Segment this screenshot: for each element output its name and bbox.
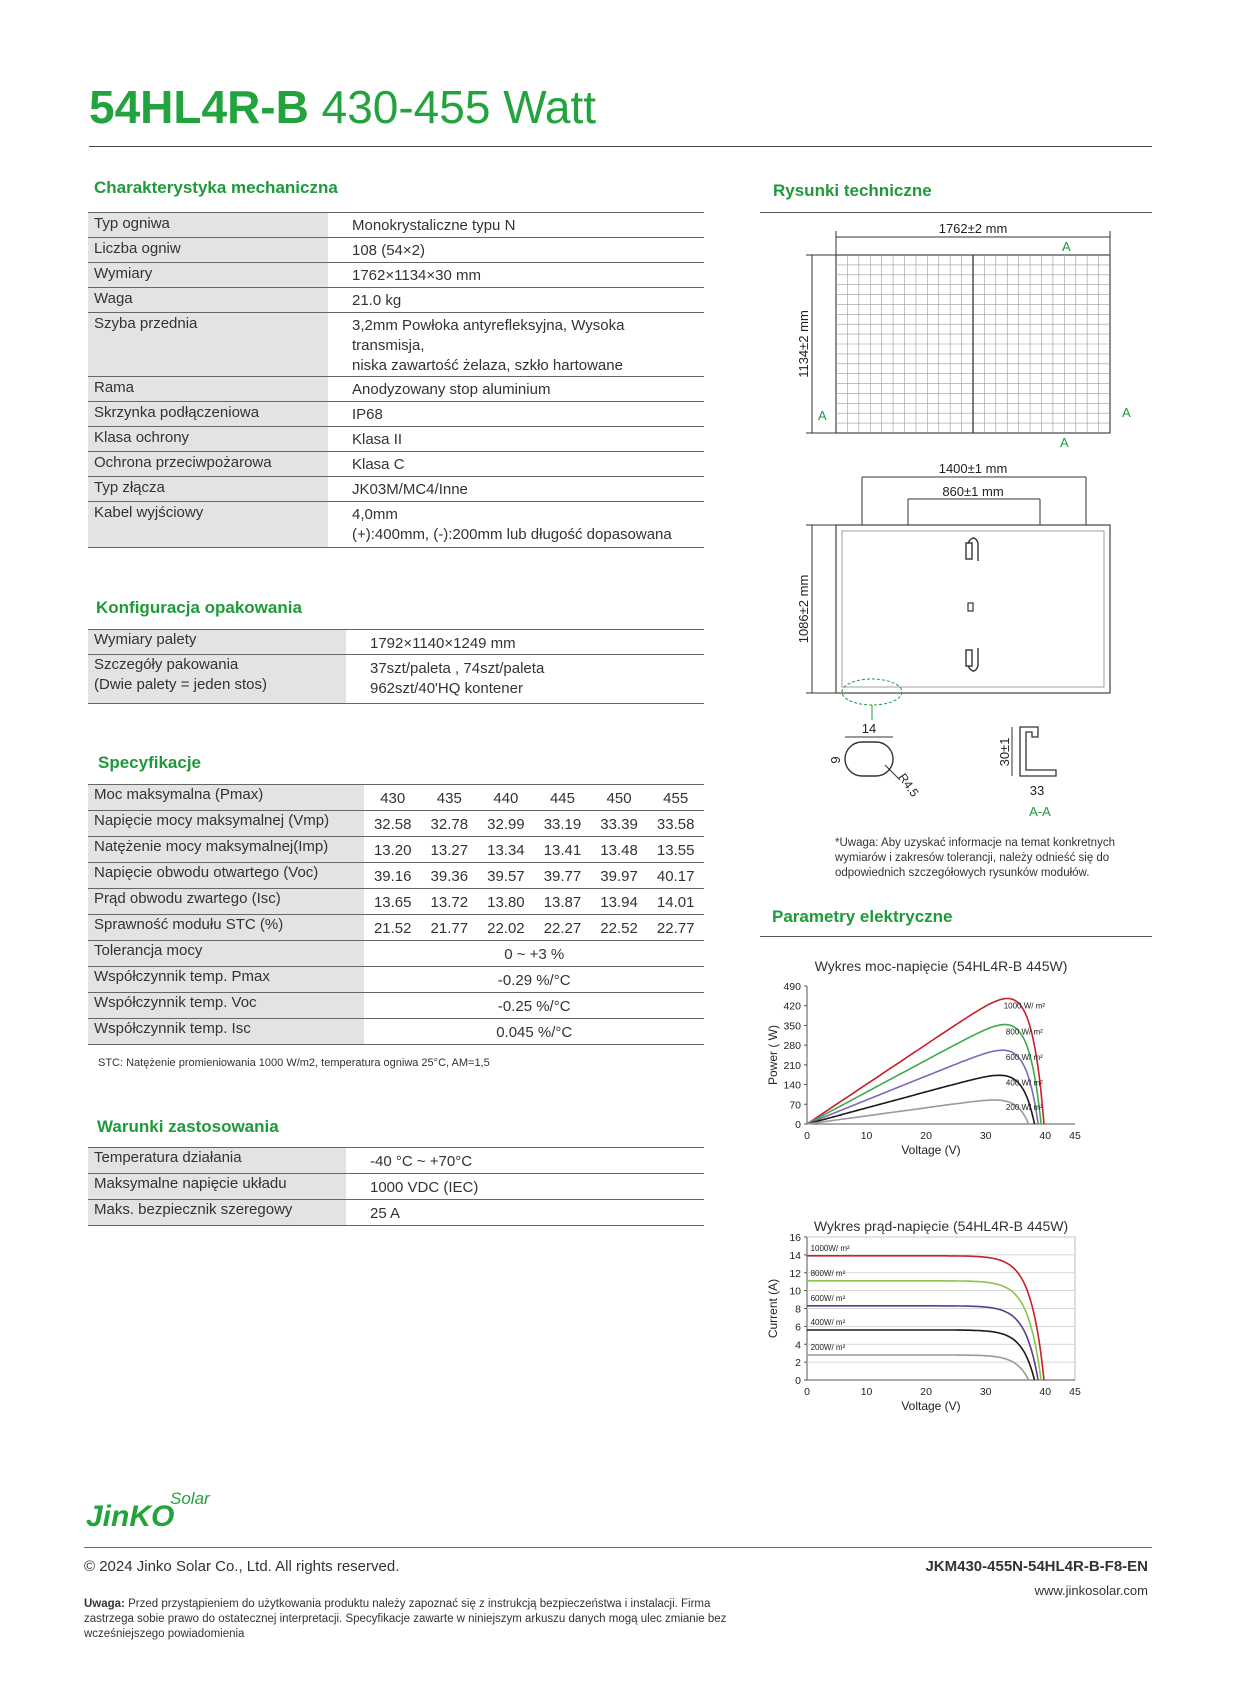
mount-hole-detail: [828, 721, 922, 800]
conditions-row: [88, 1174, 704, 1200]
spec-value: 13.55: [656, 842, 695, 859]
drawings-note-line-2: wymiarów i zakresów tolerancji, należy odnieść się do: [835, 852, 1110, 864]
x-tick-label: 10: [860, 1386, 873, 1398]
y-tick-label: 0: [795, 1119, 801, 1131]
y-tick-label: 6: [795, 1321, 801, 1334]
spec-value: 39.16: [373, 868, 412, 885]
spec-value: 445: [549, 790, 575, 807]
spec-value: 13.41: [543, 842, 582, 859]
panel-front-view: [796, 221, 1131, 450]
x-tick-label: 40: [1039, 1130, 1052, 1142]
y-tick-label: 10: [789, 1285, 801, 1298]
detail-14-label: 14: [861, 721, 877, 736]
spec-value: 39.77: [543, 868, 582, 885]
spec-value: 39.97: [600, 868, 638, 885]
y-tick-label: 16: [789, 1232, 801, 1244]
spec-value: 33.58: [656, 816, 695, 833]
spec-value: 13.94: [600, 894, 638, 911]
current-voltage-chart: [760, 1215, 1160, 1460]
spec-value: 450: [606, 790, 632, 807]
mechanical-row: [88, 427, 704, 452]
mechanical-row: [88, 238, 704, 263]
y-tick-label: 0: [795, 1375, 801, 1387]
electrical-heading: Parametry elektryczne: [772, 907, 953, 926]
mechanical-label: Skrzynka podłączeniowa: [88, 402, 328, 427]
mechanical-row: [88, 502, 704, 548]
drawings-heading: Rysunki techniczne: [773, 181, 932, 200]
mechanical-row: [88, 402, 704, 427]
spec-value: 14.01: [656, 894, 695, 911]
spec-value: -0.25 %/°C: [497, 998, 571, 1015]
mechanical-row: [88, 477, 704, 502]
warning-label: Uwaga:: [84, 1598, 125, 1610]
packaging-label-line-1: Szczegóły pakowania: [94, 656, 239, 673]
mechanical-label: Liczba ogniw: [88, 238, 328, 263]
spec-row: [88, 889, 704, 915]
y-tick-label: 280: [783, 1040, 801, 1053]
conditions-value: 25 A: [370, 1205, 401, 1222]
spec-value: 440: [493, 790, 519, 807]
section-a-bottom: A: [1060, 435, 1069, 450]
spec-label: Współczynnik temp. Pmax: [88, 967, 364, 993]
spec-label: Moc maksymalna (Pmax): [88, 785, 364, 811]
power-voltage-chart: [760, 955, 1160, 1205]
dim-860-label: 860±1 mm: [942, 484, 1004, 499]
conditions-row: [88, 1148, 704, 1174]
spec-span-row: [88, 967, 704, 993]
spec-value: 0.045 %/°C: [496, 1024, 573, 1041]
spec-value: 39.36: [430, 868, 469, 885]
spec-label: Napięcie mocy maksymalnej (Vmp): [88, 811, 364, 837]
document-code: JKM430-455N-54HL4R-B-F8-EN: [925, 1558, 1148, 1575]
y-tick-label: 8: [795, 1303, 801, 1316]
spec-value: 13.20: [373, 842, 412, 859]
series-line: [807, 1355, 1029, 1380]
spec-value: 32.58: [373, 816, 412, 833]
mechanical-row: [88, 452, 704, 477]
spec-value: 22.52: [600, 920, 638, 937]
x-tick-label: 0: [804, 1130, 810, 1142]
packaging-table: [88, 629, 704, 704]
dim-width-label: 1762±2 mm: [938, 221, 1008, 236]
conditions-label: Temperatura działania: [88, 1148, 346, 1174]
packaging-heading: Konfiguracja opakowania: [96, 598, 302, 617]
mechanical-value: [328, 313, 704, 377]
section-a-left: A: [818, 408, 827, 423]
spec-value: 13.34: [487, 842, 525, 859]
y-tick-label: 14: [789, 1249, 801, 1262]
frame-section-detail: [997, 727, 1056, 819]
drawings-divider: [760, 212, 1152, 213]
spec-value: 430: [380, 790, 406, 807]
copyright: © 2024 Jinko Solar Co., Ltd. All rights reserved.: [84, 1558, 400, 1575]
packaging-value-line-1: 37szt/paleta , 74szt/paleta: [370, 660, 545, 677]
spec-value: 13.65: [373, 894, 412, 911]
chart-title: Wykres moc-napięcie (54HL4R-B 445W): [814, 958, 1068, 974]
mechanical-value: Klasa II: [352, 431, 403, 448]
mechanical-label: Ochrona przeciwpożarowa: [88, 452, 328, 477]
mechanical-label: Klasa ochrony: [88, 427, 328, 452]
spec-value: 13.72: [430, 894, 469, 911]
conditions-value: -40 °C ~ +70°C: [370, 1153, 473, 1170]
spec-value: 0 ~ +3 %: [504, 946, 565, 963]
series-label: 800W/ m²: [810, 1268, 846, 1278]
mechanical-value-line-1: 4,0mm: [352, 506, 398, 523]
footer-divider: [84, 1547, 1152, 1548]
conditions-label: Maks. bezpiecznik szeregowy: [88, 1200, 346, 1226]
y-tick-label: 420: [783, 1000, 801, 1013]
y-axis-label: Current (A): [766, 1278, 780, 1339]
spec-value: 40.17: [656, 868, 695, 885]
mechanical-label: Wymiary: [88, 263, 328, 288]
mechanical-label: Szyba przednia: [88, 313, 328, 377]
spec-value: 13.87: [543, 894, 582, 911]
spec-label: Tolerancja mocy: [88, 941, 364, 967]
spec-span-row: [88, 993, 704, 1019]
mechanical-label: Typ ogniwa: [88, 213, 328, 238]
y-tick-label: 70: [789, 1099, 801, 1112]
warning-text: Przed przystąpieniem do użytkowania produktu należy zapoznać się z instrukcją bezpieczeństwa i instalacji. Firma zastrzega sobie prawo do ostatecznej interpretacji. Specyfikacje zawarte w niniejszym arkuszu danych mogą ulec zmianie bez wcześniejszego powiadomienia: [84, 1598, 727, 1640]
mechanical-value-line-1: 3,2mm Powłoka antyrefleksyjna, Wysoka transmisja,: [352, 317, 625, 354]
jinko-logo: [84, 1484, 234, 1534]
dim-1086-label: 1086±2 mm: [796, 574, 811, 644]
footer-warning: [84, 1597, 744, 1642]
x-tick-label: 30: [979, 1386, 992, 1398]
y-tick-label: 210: [783, 1059, 801, 1072]
spec-row: [88, 785, 704, 811]
mechanical-value-line-2: niska zawartość żelaza, szkło hartowane: [352, 357, 623, 374]
series-label: 800 W/ m²: [1005, 1027, 1043, 1037]
packaging-label: [88, 655, 346, 704]
y-tick-label: 140: [783, 1079, 801, 1092]
spec-label: Napięcie obwodu otwartego (Voc): [88, 863, 364, 889]
series-line: [807, 1100, 1029, 1124]
spec-span-row: [88, 941, 704, 967]
x-tick-label: 30: [979, 1130, 992, 1142]
spec-value: 21.77: [430, 920, 469, 937]
spec-row: [88, 811, 704, 837]
packaging-label: Wymiary palety: [88, 630, 346, 655]
mechanical-row: [88, 377, 704, 402]
conditions-table: [88, 1147, 704, 1226]
section-aa-label: A-A: [1029, 804, 1051, 819]
spec-value: 32.99: [487, 816, 525, 833]
series-label: 1000W/ m²: [810, 1243, 850, 1253]
packaging-label-line-2: (Dwie palety = jeden stos): [94, 676, 267, 693]
detail-33-label: 33: [1029, 783, 1045, 798]
y-tick-label: 4: [795, 1339, 801, 1352]
mechanical-row: [88, 288, 704, 313]
electrical-divider: [760, 936, 1152, 937]
x-tick-label: 45: [1069, 1130, 1081, 1142]
detail-9-label: 9: [828, 756, 843, 764]
y-tick-label: 2: [795, 1357, 801, 1370]
logo-sub: Solar: [170, 1489, 210, 1508]
spec-value: 13.27: [430, 842, 469, 859]
stc-note: STC: Natężenie promieniowania 1000 W/m2, temperatura ogniwa 25°C, AM=1,5: [98, 1057, 490, 1069]
packaging-value: [346, 655, 704, 704]
title-divider: [89, 146, 1152, 147]
mechanical-value: IP68: [352, 406, 383, 423]
power-range: 430-455 Watt: [321, 81, 597, 133]
website-link[interactable]: www.jinkosolar.com: [1034, 1583, 1148, 1598]
spec-row: [88, 837, 704, 863]
y-axis-label: Power ( W): [766, 1025, 780, 1085]
dim-1400-label: 1400±1 mm: [938, 461, 1008, 476]
spec-value: 435: [436, 790, 462, 807]
mechanical-label: Typ złącza: [88, 477, 328, 502]
spec-label: Natężenie mocy maksymalnej(Imp): [88, 837, 364, 863]
y-tick-label: 350: [783, 1020, 801, 1033]
series-label: 200 W/ m²: [1005, 1103, 1043, 1113]
spec-label: Sprawność modułu STC (%): [88, 915, 364, 941]
model-name: 54HL4R-B: [89, 81, 309, 133]
x-axis-label: Voltage (V): [901, 1143, 961, 1157]
x-tick-label: 0: [804, 1386, 810, 1398]
drawings-note-line-3: odpowiednich szczegółowych rysunków modułów.: [835, 867, 1090, 879]
technical-drawing: [790, 215, 1152, 850]
series-label: 600 W/ m²: [1005, 1053, 1043, 1063]
x-tick-label: 20: [920, 1130, 932, 1142]
mechanical-value: Monokrystaliczne typu N: [352, 217, 516, 234]
spec-label: Współczynnik temp. Isc: [88, 1019, 364, 1045]
mechanical-row: [88, 313, 704, 377]
spec-value: 22.02: [487, 920, 525, 937]
drawings-note: [835, 836, 1115, 881]
mechanical-value: Klasa C: [352, 456, 405, 473]
spec-value: 33.39: [600, 816, 638, 833]
conditions-label: Maksymalne napięcie układu: [88, 1174, 346, 1200]
mechanical-heading: Charakterystyka mechaniczna: [94, 178, 338, 197]
series-label: 200W/ m²: [810, 1342, 846, 1352]
mechanical-value: 1762×1134×30 mm: [352, 267, 481, 284]
conditions-row: [88, 1200, 704, 1226]
spec-value: 32.78: [430, 816, 469, 833]
packaging-row: [88, 655, 704, 704]
specs-table: [88, 784, 704, 1045]
mechanical-row: [88, 263, 704, 288]
mechanical-value: Anodyzowany stop aluminium: [352, 381, 551, 398]
series-label: 600W/ m²: [810, 1293, 846, 1303]
mechanical-label: Rama: [88, 377, 328, 402]
spec-value: 13.80: [487, 894, 525, 911]
mechanical-label: Kabel wyjściowy: [88, 502, 328, 548]
packaging-value-line-2: 962szt/40'HQ kontener: [370, 680, 523, 697]
spec-value: 39.57: [487, 868, 525, 885]
packaging-row: [88, 630, 704, 655]
series-label: 400W/ m²: [810, 1317, 846, 1327]
conditions-heading: Warunki zastosowania: [97, 1117, 279, 1136]
series-label: 1000 W/ m²: [1003, 1001, 1046, 1011]
spec-value: 13.48: [600, 842, 638, 859]
specs-heading: Specyfikacje: [98, 753, 202, 772]
spec-label: Prąd obwodu zwartego (Isc): [88, 889, 364, 915]
spec-value: 21.52: [373, 920, 412, 937]
spec-label: Współczynnik temp. Voc: [88, 993, 364, 1019]
y-tick-label: 12: [789, 1267, 801, 1280]
section-a-top: A: [1062, 239, 1071, 254]
packaging-value: 1792×1140×1249 mm: [370, 635, 516, 652]
x-tick-label: 10: [860, 1130, 873, 1142]
x-tick-label: 45: [1069, 1386, 1081, 1398]
x-tick-label: 40: [1039, 1386, 1052, 1398]
spec-value: -0.29 %/°C: [497, 972, 571, 989]
y-tick-label: 490: [783, 981, 801, 993]
drawings-note-line-1: *Uwaga: Aby uzyskać informacje na temat konkretnych: [835, 837, 1115, 849]
spec-value: 455: [663, 790, 689, 807]
spec-value: 22.27: [543, 920, 582, 937]
x-axis-label: Voltage (V): [901, 1399, 961, 1413]
detail-30-label: 30±1: [997, 737, 1012, 767]
spec-row: [88, 863, 704, 889]
conditions-value: 1000 VDC (IEC): [370, 1179, 479, 1196]
mechanical-value: JK03M/MC4/Inne: [352, 481, 468, 498]
detail-r45-label: R4.5: [895, 770, 922, 800]
spec-row: [88, 915, 704, 941]
mechanical-table: [88, 212, 704, 548]
mechanical-label: Waga: [88, 288, 328, 313]
mechanical-value: 21.0 kg: [352, 292, 402, 309]
mechanical-value: [328, 502, 704, 548]
dim-height-label: 1134±2 mm: [796, 310, 811, 378]
series-label: 400 W/ m²: [1005, 1078, 1043, 1088]
spec-value: 22.77: [656, 920, 695, 937]
mechanical-row: [88, 213, 704, 238]
logo-main: JinKO: [86, 1500, 175, 1533]
page-title: [89, 80, 596, 134]
x-tick-label: 20: [920, 1386, 932, 1398]
section-a-right: A: [1122, 405, 1131, 420]
spec-span-row: [88, 1019, 704, 1045]
panel-back-view: [796, 461, 1110, 720]
spec-value: 33.19: [543, 816, 582, 833]
chart-title: Wykres prąd-napięcie (54HL4R-B 445W): [813, 1218, 1069, 1234]
mechanical-value-line-2: (+):400mm, (-):200mm lub długość dopasowana: [352, 526, 672, 543]
mechanical-value: 108 (54×2): [352, 242, 425, 259]
